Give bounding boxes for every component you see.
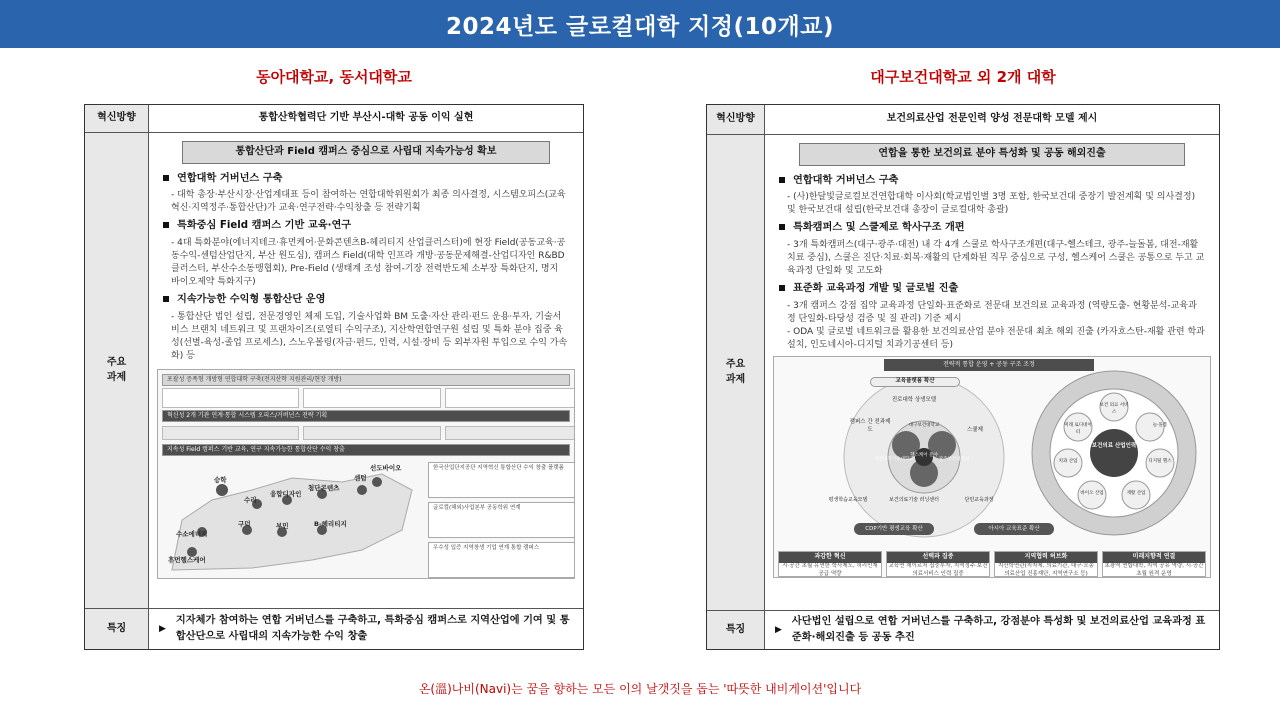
section-title: 특화중심 Field 캠퍼스 기반 교육·연구 xyxy=(177,220,352,232)
feature-text: 사단법인 설립으로 연합 거버넌스를 구축하고, 강점분야 특성화 및 보건의료산업 교육과정 표준화·해외진출 등 공동 추진 xyxy=(791,615,1206,643)
pillar-title: 지역협력 허브화 xyxy=(995,552,1097,563)
diagram-label: 헬스케어 분야 xyxy=(910,453,938,459)
pillar-title: 과감한 혁신 xyxy=(779,552,881,563)
feature-text: 지자체가 참여하는 연합 거버넌스를 구축하고, 특화중심 캠퍼스로 지역산업에 기여 및 통합산단으로 사립대의 지속가능한 수익 창출 xyxy=(175,614,570,642)
tasks-banner: 연합을 통한 보건의료 분야 특성화 및 공동 해외진출 xyxy=(799,143,1184,166)
right-document xyxy=(706,104,1220,650)
pillar-body: 교육연 재이르처 집중투자, 지역정주·보건의료서비스 인력 집중 xyxy=(888,562,988,577)
bullet-square-icon xyxy=(779,177,785,183)
tasks-label: 주요 과제 xyxy=(85,133,149,609)
tasks-label: 주요 과제 xyxy=(707,135,765,611)
diagram-label: 평생학습교육모델 xyxy=(828,497,868,504)
info-side-box: 글로컬(해외)사업본부 공동학위 연계 xyxy=(428,502,575,538)
feature-row xyxy=(765,611,1219,649)
left-infographic xyxy=(157,369,575,579)
info-side-box: 우수성 입증 지역창생 기업 연계 통합 캠퍼스 xyxy=(428,542,575,578)
map-label: 수소에너지 xyxy=(176,530,208,539)
arrow-right-icon: ▶ xyxy=(159,623,166,634)
map-label: 수리 xyxy=(244,496,257,505)
diagram-label: CDP기반 평생교육 확산 xyxy=(865,526,923,533)
section-body: - 4대 특화분야(에너지테크·휴먼케어·문화콘텐츠B-헤리티지 산업클러스터)에 현장 Field(공동교육·공동수익-센텀산업단지, 부산 원도심), 캠퍼스 Field(대학 인프라 개방·공동문제해결-산업디자인 R&BD 클러스터, 부산수소동맹협회), Pre-Field (생태계 조성 참여-기장 전력반도체 소부장 특화단지, 명지 바이오제약 특화지구) xyxy=(171,238,566,288)
feature-label: 특징 xyxy=(707,611,765,649)
pillar-title: 미래지향적 연결 xyxy=(1103,552,1205,563)
diagram-label: 아시아 교육표준 확산 xyxy=(988,526,1040,533)
info-strip: 혁신성 2개 기관 연계·통합 시스템 오피스/거버넌스 전략 기획 xyxy=(162,410,570,422)
pillar xyxy=(994,551,1098,577)
ring-label: 디지털 헬스 xyxy=(1148,459,1172,465)
section xyxy=(157,219,575,289)
pillar xyxy=(886,551,990,577)
diagram-label: 진로대학 상생모델 xyxy=(891,397,937,404)
info-placeholder-box xyxy=(162,426,299,440)
direction-text: 통합산학협력단 기반 부산시-대학 공동 이익 실현 xyxy=(149,105,583,133)
info-strip: 지속성 Field 캠퍼스 기반 교육, 연구 지속가능한 통합산단 수익 창출 xyxy=(162,444,570,456)
right-infographic xyxy=(773,356,1211,578)
map-label: 구덕 xyxy=(238,520,251,529)
pillar-row xyxy=(778,551,1206,577)
right-university-name: 대구보건대학교 외 2개 대학 xyxy=(870,68,1056,86)
section-body: - 3개 특화캠퍼스(대구·광주·대전) 내 각 4개 스쿨로 학사구조개편(대구-헬스테크, 광주-늘돌봄, 대전-재활치료 중심), 스쿨은 진단·치료·회복·재활의 단계화된 직무 중심으로 구성, 헬스케어 스쿨은 공통으로 두고 교육과정 단일화 및 고도화 xyxy=(787,240,1205,277)
section xyxy=(157,172,575,216)
section-title: 연합대학 거버넌스 구축 xyxy=(177,172,283,184)
bullet-square-icon xyxy=(163,175,169,181)
section xyxy=(773,174,1211,218)
section-title: 특화캠퍼스 및 스쿨제로 학사구조 개편 xyxy=(793,222,965,234)
info-strip: 포괄성 증폭형 개방형 연합대학 구축(전지산학 지원관리/현장 개방) xyxy=(162,374,570,386)
section xyxy=(773,221,1211,278)
diagram-label: 대구보건대학교 xyxy=(908,423,940,429)
map-label: 휴먼헬스케어 xyxy=(168,556,206,565)
section-body: - 3개 캠퍼스 강점 집약 교육과정 단일화·표준화로 전문대 보건의료 교육과정 (역량도출- 현황분석-교육과정 단일화-타당성 검증 및 질 관리) 기준 제시 - ODA 및 글로벌 네트워크를 활용한 보건의료산업 분야 전문대 최초 해외 진출 (카자흐스탄-재활 관련 학과 설치, 인도네시아-디지털 치과기공센터 등) xyxy=(787,301,1205,351)
info-placeholder-box xyxy=(303,388,440,408)
map-label: 센텀 xyxy=(354,474,367,483)
pillar-body: 초광역 연합대학, 지역 공유 역량, 시·공간 초월 원격 운영 xyxy=(1104,562,1204,577)
map-label: 승학 xyxy=(214,476,227,485)
ring-label: 바이오 산업 xyxy=(1080,491,1104,497)
footer-note: 온(溫)나비(Navi)는 꿈을 향하는 모든 이의 날갯짓을 돕는 '따뜻한 내비게이션'입니다 xyxy=(418,682,862,696)
map-label: 부민 xyxy=(276,522,289,531)
section-body: - 통합산단 법인 설립, 전문경영인 체제 도입, 기술사업화 BM 도출·자산 관리·펀드 운용·투자, 기술서비스 브랜치 네트워크 및 프랜차이즈(로열티 수익구조), 지산학연합연구원 설립 및 특화 분야 집중 육성(선별-육성-졸업 프로세스), 스노우볼링(자금·펀드, 인력, 시설·장비 등 외부자원 투입으로 수익 가속화) 등 xyxy=(171,312,568,362)
feature-row xyxy=(149,609,583,649)
section-title: 연합대학 거버넌스 구축 xyxy=(793,174,899,186)
info-side-box: 한국산업단지공단 지역혁신 통합산단 수익 창출 플랫폼 xyxy=(428,462,575,498)
left-university-name: 동아대학교, 동서대학교 xyxy=(256,68,412,86)
map-label: 첨단콘텐츠 xyxy=(308,484,340,493)
info-placeholder-box xyxy=(445,388,575,408)
bullet-square-icon xyxy=(163,222,169,228)
left-document xyxy=(84,104,584,650)
arrow-right-icon: ▶ xyxy=(775,624,782,635)
diagram-label: 단민교육과정 xyxy=(964,497,994,504)
map-label: 선도바이오 xyxy=(370,464,402,473)
section-body: - (사)한달빛글로컬보건연합대학 이사회(학교법인별 3명 포함, 한국보건대 중장기 발전계획 및 의사결정) 및 한국보건대 설립(한국보건대 총장이 글로컬대학 총괄) xyxy=(787,192,1196,216)
info-placeholder-box xyxy=(162,388,299,408)
tasks-banner: 통합산단과 Field 캠퍼스 중심으로 사립대 지속가능성 확보 xyxy=(182,141,550,164)
ring-label: 보건 의료 서비스 xyxy=(1099,403,1129,415)
direction-label: 혁신방향 xyxy=(707,105,765,135)
bullet-square-icon xyxy=(163,296,169,302)
ring-label: 미래 로디네이터 xyxy=(1064,423,1092,435)
section xyxy=(773,282,1211,352)
map-label: B-헤리티지 xyxy=(314,520,347,529)
diagram-top-label: 전략적 통합 운영 + 공동 구조 조정 xyxy=(943,361,1035,369)
section-title: 지속가능한 수익형 통합산단 운영 xyxy=(177,294,326,306)
page-title: 2024년도 글로컬대학 지정(10개교) xyxy=(0,0,1280,48)
ring-center-label: 보건의료 산업인력 xyxy=(1091,443,1137,450)
ring-label: 재활 산업 xyxy=(1126,491,1146,497)
pillar-body: 시·공간 초월 유연한 학사제도, 허리인재 공급 역량 xyxy=(782,562,878,577)
strategy-diagram xyxy=(774,357,1210,549)
diagram-label: 대전과학기술대학교 xyxy=(874,457,914,463)
direction-text: 보건의료산업 전문인력 양성 전문대학 모델 제시 xyxy=(765,105,1219,135)
diagram-label: 교육플랫폼 확산 xyxy=(870,377,960,387)
diagram-label: 보건의료기술 러닝센터 xyxy=(889,497,939,504)
feature-label: 특징 xyxy=(85,609,149,649)
direction-label: 혁신방향 xyxy=(85,105,149,133)
diagram-label: 스쿨제 xyxy=(967,427,983,434)
section xyxy=(157,293,575,363)
pillar-body: 지산학연관(지자체, 의료기관, 대구·오송 의료산업 진흥재단, 지역연구소 등) xyxy=(998,562,1094,577)
bullet-square-icon xyxy=(779,285,785,291)
info-placeholder-box xyxy=(445,426,575,440)
section-body: - 대학 총장·부산시장·산업계대표 등이 참여하는 연합대학위원회가 최종 의사결정, 시스템오피스(교육혁신·지역정주·통합산단)가 교육·연구전략·수익창출 등 전략기획 xyxy=(171,190,566,214)
diagram-label: 캠퍼스 간 전과제도 xyxy=(849,419,891,434)
section-title: 표준화 교육과정 개발 및 글로벌 진출 xyxy=(793,283,959,295)
bullet-square-icon xyxy=(779,224,785,230)
pillar-title: 선택과 집중 xyxy=(887,552,989,563)
ring-label: 치과 산업 xyxy=(1058,459,1078,465)
ring-label: 늘·돌봄 xyxy=(1152,423,1168,429)
tasks-body xyxy=(149,133,583,609)
map-label: 융합디자인 xyxy=(270,490,302,499)
tasks-body xyxy=(765,135,1219,611)
pillar xyxy=(778,551,882,577)
info-placeholder-box xyxy=(303,426,440,440)
diagram-label: 광주보건대학교 xyxy=(938,457,970,463)
pillar xyxy=(1102,551,1206,577)
